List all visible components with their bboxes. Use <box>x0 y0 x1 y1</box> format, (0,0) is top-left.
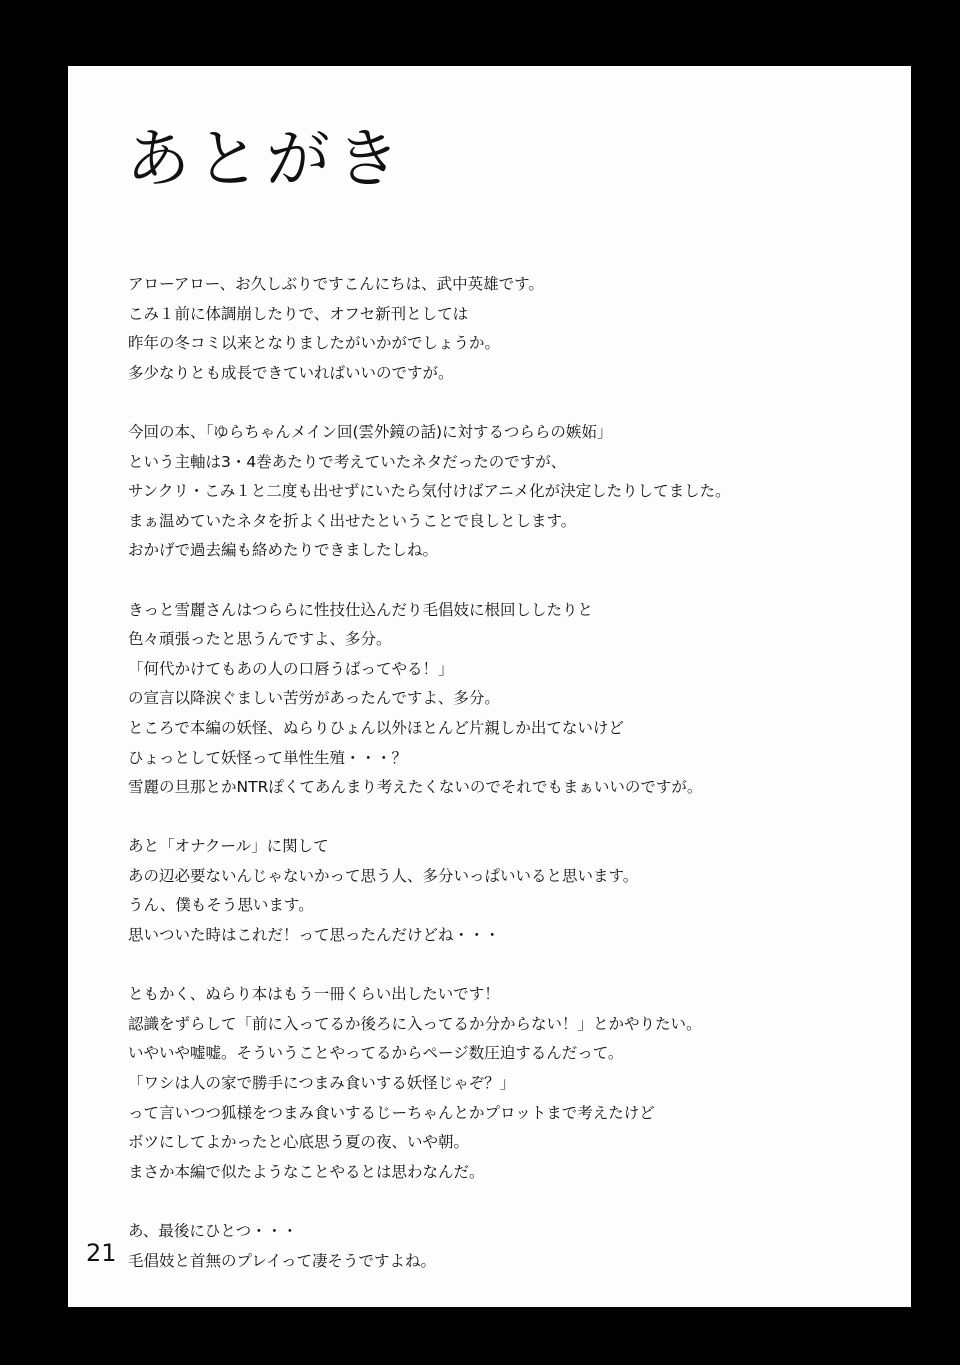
text-line: 多少なりとも成長できていればいいのですが。 <box>128 363 454 382</box>
paragraph <box>128 980 888 1187</box>
text-line: 思いついた時はこれだ！って思ったんだけどね・・・ <box>128 926 501 945</box>
text-line: あ、最後にひとつ・・・ <box>128 1222 298 1240</box>
text-line: 「何代かけてもあの人の口唇うばってやる！」 <box>128 659 454 678</box>
text-line: 今回の本、「ゆらちゃんメイン回(雲外鏡の話)に対するつららの嫉妬」 <box>128 422 613 441</box>
manga-page <box>68 66 911 1307</box>
paragraph <box>128 270 888 388</box>
page-title: あとがき <box>126 123 406 197</box>
text-line: 毛倡妓と首無のプレイって凄そうですよね。 <box>128 1251 436 1270</box>
paragraph <box>128 1217 888 1276</box>
text-line: サンクリ・こみ１と二度も出せずにいたら気付けばアニメ化が決定したりしてました。 <box>128 482 731 501</box>
afterword-body <box>128 270 888 1306</box>
text-line: こみ１前に体調崩したりで、オフセ新刊としては <box>128 304 469 323</box>
text-line: あと「オナクール」に関して <box>128 837 329 856</box>
text-line: きっと雪麗さんはつららに性技仕込んだり毛倡妓に根回ししたりと <box>128 600 594 619</box>
text-line: って言いつつ狐様をつまみ食いするじーちゃんとかプロットまで考えたけど <box>128 1103 655 1122</box>
text-line: 認識をずらして「前に入ってるか後ろに入ってるか分からない！」とかやりたい。 <box>128 1014 702 1033</box>
text-line: うん、僕もそう思います。 <box>128 896 314 915</box>
text-line: まさか本編で似たようなことやるとは思わなんだ。 <box>128 1162 485 1181</box>
text-line: という主軸は3・4巻あたりで考えていたネタだったのですが、 <box>128 452 567 471</box>
text-line: ところで本編の妖怪、ぬらりひょん以外ほとんど片親しか出てないけど <box>128 718 624 737</box>
text-line: まぁ温めていたネタを折よく出せたということで良しとします。 <box>128 511 577 530</box>
paragraph <box>128 596 888 803</box>
text-line: いやいや嘘嘘。そういうことやってるからページ数圧迫するんだって。 <box>128 1044 624 1063</box>
text-line: あの辺必要ないんじゃないかって思う人、多分いっぱいいると思います。 <box>128 866 639 885</box>
text-line: おかげで過去編も絡めたりできましたしね。 <box>128 541 439 560</box>
text-line: アローアロー、お久しぶりですこんにちは、武中英雄です。 <box>128 275 544 293</box>
text-line: 色々頑張ったと思うんですよ、多分。 <box>128 630 392 649</box>
text-line: 「ワシは人の家で勝手につまみ食いする妖怪じゃぞ？」 <box>128 1074 516 1093</box>
paragraph <box>128 832 888 950</box>
page-number: 21 <box>86 1239 117 1267</box>
text-line: ボツにしてよかったと心底思う夏の夜、いや朝。 <box>128 1133 470 1152</box>
text-line: ひょっとして妖怪って単性生殖・・・？ <box>128 748 408 767</box>
text-line: 昨年の冬コミ以来となりましたがいかがでしょうか。 <box>128 334 501 353</box>
text-line: 雪麗の旦那とかNTRぽくてあんまり考えたくないのでそれでもまぁいいのですが。 <box>128 778 703 797</box>
paragraph <box>128 418 888 566</box>
text-line: ともかく、ぬらり本はもう一冊くらい出したいです！ <box>128 985 500 1004</box>
text-line: の宣言以降涙ぐましい苦労があったんですよ、多分。 <box>128 689 500 708</box>
